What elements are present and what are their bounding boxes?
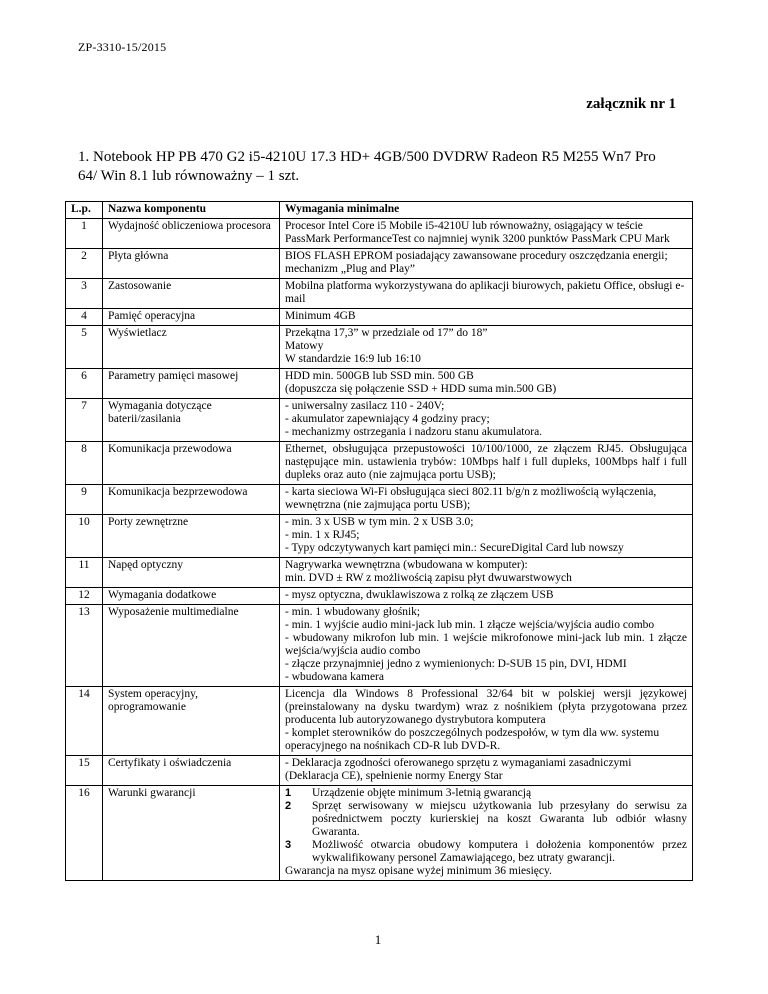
requirement-line: Procesor Intel Core i5 Mobile i5-4210U lub równoważny, osiągający w teście PassMark PerformanceTest co najmniej wynik 3200 punktów PassMark CPU Mark	[285, 220, 670, 245]
requirement-line: (dopuszcza się połączenie SSD + HDD suma min.500 GB)	[285, 383, 557, 395]
item-title: 1. Notebook HP PB 470 G2 i5-4210U 17.3 HD+ 4GB/500 DVDRW Radeon R5 M255 Wn7 Pro 64/ Win 8.1 lub równoważny – 1 szt.	[78, 149, 656, 184]
table-row	[66, 326, 693, 369]
requirement-text: Sprzęt serwisowany w miejscu użytkowania lub przesyłany do serwisu za pośrednictwem poczty kurierskiej na koszt Gwaranta lub odbiór własny Gwaranta.	[312, 800, 687, 838]
requirements-cell	[280, 279, 693, 309]
table-row	[66, 756, 693, 786]
requirement-line: BIOS FLASH EPROM posiadający zawansowane procedury oszczędzania energii; mechanizm „Plug and Play”	[285, 250, 668, 275]
requirements-cell	[280, 442, 693, 485]
requirements-cell	[280, 326, 693, 369]
list-number: 3	[285, 839, 292, 851]
requirement-line: - min. 3 x USB w tym min. 2 x USB 3.0;	[285, 516, 474, 528]
requirements-cell	[280, 485, 693, 515]
table-row	[66, 249, 693, 279]
requirements-cell	[280, 515, 693, 558]
lp-cell: 11	[66, 558, 103, 588]
component-name-cell: Komunikacja bezprzewodowa	[103, 485, 280, 515]
lp-cell: 6	[66, 369, 103, 399]
requirements-cell	[280, 558, 693, 588]
requirement-line: - akumulator zapewniający 4 godziny pracy;	[285, 413, 490, 425]
table-row	[66, 605, 693, 687]
table-row	[66, 442, 693, 485]
requirements-cell	[280, 687, 693, 756]
requirements-cell	[280, 219, 693, 249]
component-name-cell: Napęd optyczny	[103, 558, 280, 588]
lp-cell: 7	[66, 399, 103, 442]
header-minimum-requirements: Wymagania minimalne	[280, 202, 693, 219]
requirement-line: Ethernet, obsługująca przepustowości 10/100/1000, ze złączem RJ45. Obsługująca następujące min. ustawienia trybów: 10Mbps half i full dupleks, 100Mbps half i full dupleks oraz auto (nie zajmująca portu USB);	[285, 443, 687, 481]
table-row	[66, 369, 693, 399]
requirements-cell	[280, 249, 693, 279]
requirement-line: - Typy odczytywanych kart pamięci min.: SecureDigital Card lub nowszy	[285, 542, 624, 554]
lp-cell: 2	[66, 249, 103, 279]
requirement-line: - mechanizmy ostrzegania i nadzoru stanu akumulatora.	[285, 426, 543, 438]
requirement-line: - złącze przynajmniej jedno z wymienionych: D-SUB 15 pin, DVI, HDMI	[285, 658, 627, 670]
table-row	[66, 219, 693, 249]
requirements-cell	[280, 605, 693, 687]
table-row	[66, 279, 693, 309]
list-number: 2	[285, 800, 292, 812]
numbered-requirement	[285, 787, 687, 800]
requirement-line: - wbudowany mikrofon lub min. 1 wejście mikrofonowe mini-jack lub min. 1 złącze wejścia/wyjścia audio combo	[285, 632, 687, 657]
component-name-cell: Wydajność obliczeniowa procesora	[103, 219, 280, 249]
lp-cell: 10	[66, 515, 103, 558]
component-name-cell: System operacyjny, oprogramowanie	[103, 687, 280, 756]
component-name-cell: Parametry pamięci masowej	[103, 369, 280, 399]
component-name-cell: Wymagania dotyczące baterii/zasilania	[103, 399, 280, 442]
component-name-cell: Certyfikaty i oświadczenia	[103, 756, 280, 786]
lp-cell: 4	[66, 309, 103, 326]
attachment-label: załącznik nr 1	[586, 96, 676, 112]
lp-cell: 9	[66, 485, 103, 515]
requirement-line: Gwarancja na mysz opisane wyżej minimum 36 miesięcy.	[285, 865, 552, 877]
lp-cell: 3	[66, 279, 103, 309]
component-name-cell: Komunikacja przewodowa	[103, 442, 280, 485]
numbered-requirement	[285, 800, 687, 839]
table-row	[66, 309, 693, 326]
requirements-cell	[280, 786, 693, 881]
requirement-line: - min. 1 wyjście audio mini-jack lub min. 1 złącze wejścia/wyjścia audio combo	[285, 619, 655, 631]
list-number: 1	[285, 787, 292, 799]
requirement-line: HDD min. 500GB lub SSD min. 500 GB	[285, 370, 474, 382]
requirement-line: Przekątna 17,3” w przedziale od 17” do 18”	[285, 327, 488, 339]
component-name-cell: Warunki gwarancji	[103, 786, 280, 881]
requirements-cell	[280, 369, 693, 399]
lp-cell: 13	[66, 605, 103, 687]
requirement-line: - komplet sterowników do poszczególnych podzespołów, w tym dla ww. systemu operacyjnego na nośnikach CD-R lub DVD-R.	[285, 727, 660, 752]
component-name-cell: Pamięć operacyjna	[103, 309, 280, 326]
lp-cell: 15	[66, 756, 103, 786]
requirement-line: W standardzie 16:9 lub 16:10	[285, 353, 421, 365]
lp-cell: 5	[66, 326, 103, 369]
table-row	[66, 515, 693, 558]
numbered-requirement	[285, 839, 687, 865]
requirement-text: Możliwość otwarcia obudowy komputera i dołożenia komponentów przez wykwalifikowany personel Zamawiającego, bez utraty gwarancji.	[312, 839, 687, 864]
case-reference-number: ZP-3310-15/2015	[78, 40, 167, 54]
component-name-cell: Płyta główna	[103, 249, 280, 279]
requirement-line: - Deklaracja zgodności oferowanego sprzętu z wymaganiami zasadniczymi (Deklaracja CE), spełnienie normy Energy Star	[285, 757, 632, 782]
table-row	[66, 399, 693, 442]
requirement-line: Matowy	[285, 340, 324, 352]
table-row	[66, 485, 693, 515]
lp-cell: 1	[66, 219, 103, 249]
requirements-cell	[280, 399, 693, 442]
table-row	[66, 786, 693, 881]
table-row	[66, 687, 693, 756]
table-row	[66, 588, 693, 605]
component-name-cell: Wyświetlacz	[103, 326, 280, 369]
requirement-line: Nagrywarka wewnętrzna (wbudowana w komputer):	[285, 559, 528, 571]
header-lp: L.p.	[66, 202, 103, 219]
lp-cell: 14	[66, 687, 103, 756]
requirement-line: Licencja dla Windows 8 Professional 32/64 bit w polskiej wersji językowej (preinstalowany na dysku twardym) wraz z nośnikiem (płyta przygotowana przez producenta lub autoryzowanego dystrybutora komputera	[285, 688, 687, 726]
requirement-line: - min. 1 wbudowany głośnik;	[285, 606, 421, 618]
component-name-cell: Wyposażenie multimedialne	[103, 605, 280, 687]
header-component-name: Nazwa komponentu	[103, 202, 280, 219]
lp-cell: 8	[66, 442, 103, 485]
lp-cell: 12	[66, 588, 103, 605]
table-header	[66, 202, 693, 219]
requirement-line: - uniwersalny zasilacz 110 - 240V;	[285, 400, 445, 412]
component-name-cell: Zastosowanie	[103, 279, 280, 309]
lp-cell: 16	[66, 786, 103, 881]
specification-table	[65, 201, 693, 881]
requirement-line: min. DVD ± RW z możliwością zapisu płyt dwuwarstwowych	[285, 572, 572, 584]
spec-table-body	[66, 219, 693, 881]
component-name-cell: Porty zewnętrzne	[103, 515, 280, 558]
page-number: 1	[374, 932, 382, 947]
requirements-cell	[280, 756, 693, 786]
requirement-line: Minimum 4GB	[285, 310, 356, 322]
table-row	[66, 558, 693, 588]
requirement-line: - min. 1 x RJ45;	[285, 529, 360, 541]
requirement-line: Mobilna platforma wykorzystywana do aplikacji biurowych, pakietu Office, obsługi e-mail	[285, 280, 685, 305]
requirement-line: - mysz optyczna, dwuklawiszowa z rolką ze złączem USB	[285, 589, 554, 601]
table-header-row	[66, 202, 693, 219]
requirement-line: - wbudowana kamera	[285, 671, 384, 683]
requirement-text: Urządzenie objęte minimum 3-letnią gwarancją	[312, 787, 532, 799]
requirements-cell	[280, 309, 693, 326]
component-name-cell: Wymagania dodatkowe	[103, 588, 280, 605]
requirement-line: - karta sieciowa Wi-Fi obsługująca sieci 802.11 b/g/n z możliwością wyłączenia, wewnętrzna (nie zajmująca portu USB);	[285, 486, 657, 511]
requirements-cell	[280, 588, 693, 605]
